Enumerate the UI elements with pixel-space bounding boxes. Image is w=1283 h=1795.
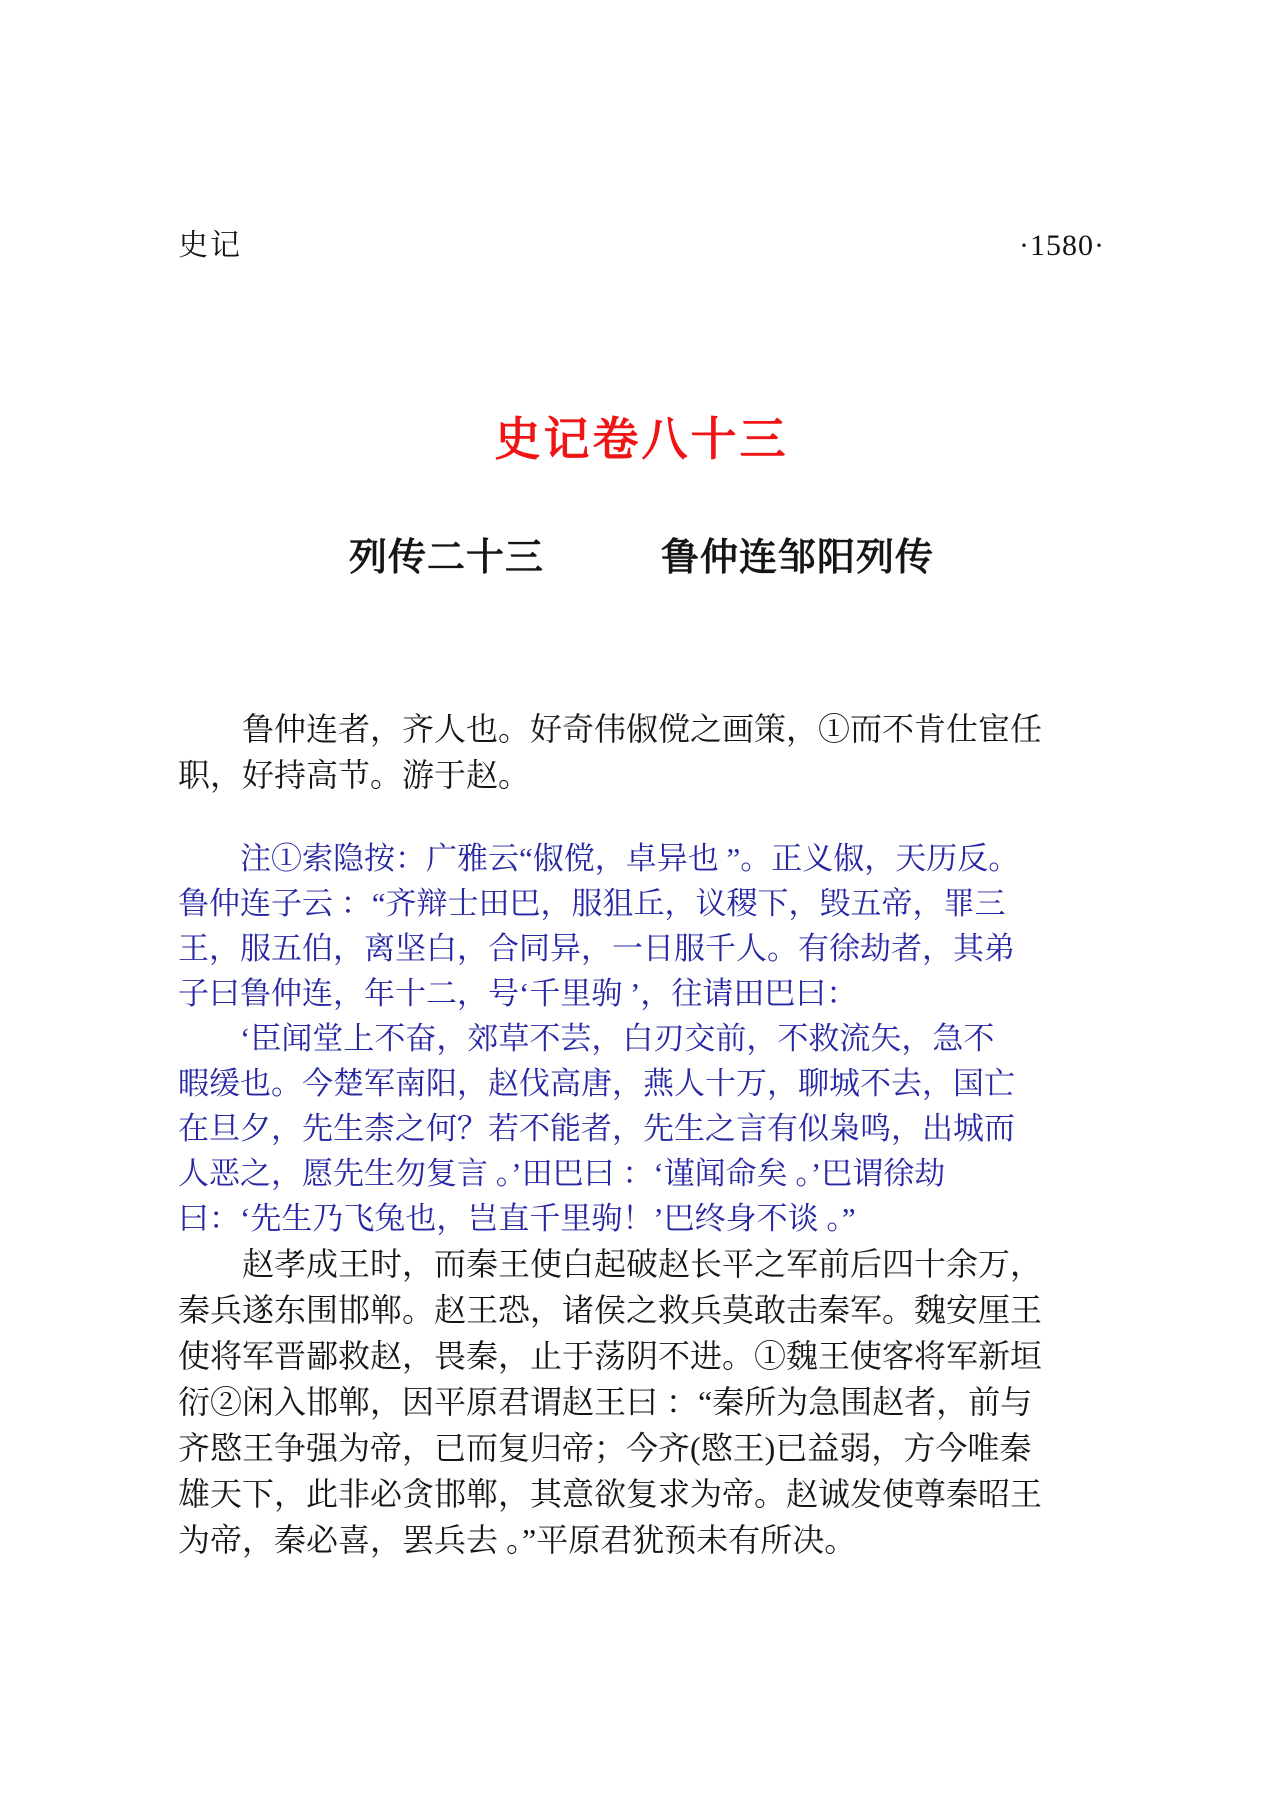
running-title: 史记 — [178, 229, 242, 262]
text-line: 秦兵遂东围邯郸。赵王恐，诸侯之救兵莫敢击秦军。魏安厘王 — [178, 1292, 1043, 1328]
paragraph-main-0 — [178, 706, 1105, 798]
text-line: 为帝，秦必喜，罢兵去 。”平原君犹预未有所决。 — [178, 1522, 857, 1558]
text-line: 鲁仲连子云 ：“齐辩士田巴，服狙丘，议稷下，毁五帝，罪三 — [178, 886, 1006, 921]
page-header — [178, 228, 1105, 264]
text-line: 职，好持高节。游于赵。 — [178, 757, 531, 793]
text-line: 人恶之，愿先生勿复言 。’田巴曰 ：‘谨闻命矣 。’巴谓徐劫 — [178, 1156, 946, 1191]
text-line: 王，服五伯，离坚白，合同异，一日服千人。有徐劫者，其弟 — [178, 931, 1015, 966]
body-text — [178, 706, 1105, 1563]
text-line: 曰：‘先生乃飞兔也，岂直千里驹！’巴终身不谈 。” — [178, 1201, 856, 1236]
text-line: 注①索隐按：广雅云“俶傥，卓异也 ”。正义俶，天历反。 — [178, 841, 1020, 876]
paragraph-main-2 — [178, 1241, 1105, 1563]
paragraph-annotation-1 — [178, 836, 1105, 1241]
text-line: 赵孝成王时，而秦王使白起破赵长平之军前后四十余万， — [178, 1246, 1043, 1282]
text-line: 子曰鲁仲连，年十二，号‘千里驹 ’，往请田巴曰： — [178, 976, 858, 1011]
text-line: ‘臣闻堂上不奋，郊草不芸，白刃交前，不救流矢，急不 — [178, 1021, 995, 1056]
text-line: 使将军晋鄙救赵，畏秦，止于荡阴不进。①魏王使客将军新垣 — [178, 1338, 1043, 1374]
text-line: 暇缓也。今楚军南阳，赵伐高唐，燕人十万，聊城不去，国亡 — [178, 1066, 1015, 1101]
text-line: 在旦夕，先生柰之何？若不能者，先生之言有似枭鸣，出城而 — [178, 1111, 1015, 1146]
chapter-title: 史记卷八十三 — [494, 413, 789, 465]
text-line: 衍②闲入邯郸，因平原君谓赵王曰 ：“秦所为急围赵者，前与 — [178, 1384, 1033, 1420]
text-line: 齐愍王争强为帝，已而复归帝；今齐(愍王)已益弱，方今唯秦 — [178, 1430, 1032, 1466]
page-number: ·1580· — [1019, 229, 1105, 262]
text-line: 鲁仲连者，齐人也。好奇伟俶傥之画策，①而不肯仕宦任 — [178, 711, 1043, 747]
section-title: 列传二十三 鲁仲连邹阳列传 — [348, 537, 934, 579]
text-line: 雄天下，此非必贪邯郸，其意欲复求为帝。赵诚发使尊秦昭王 — [178, 1476, 1043, 1512]
